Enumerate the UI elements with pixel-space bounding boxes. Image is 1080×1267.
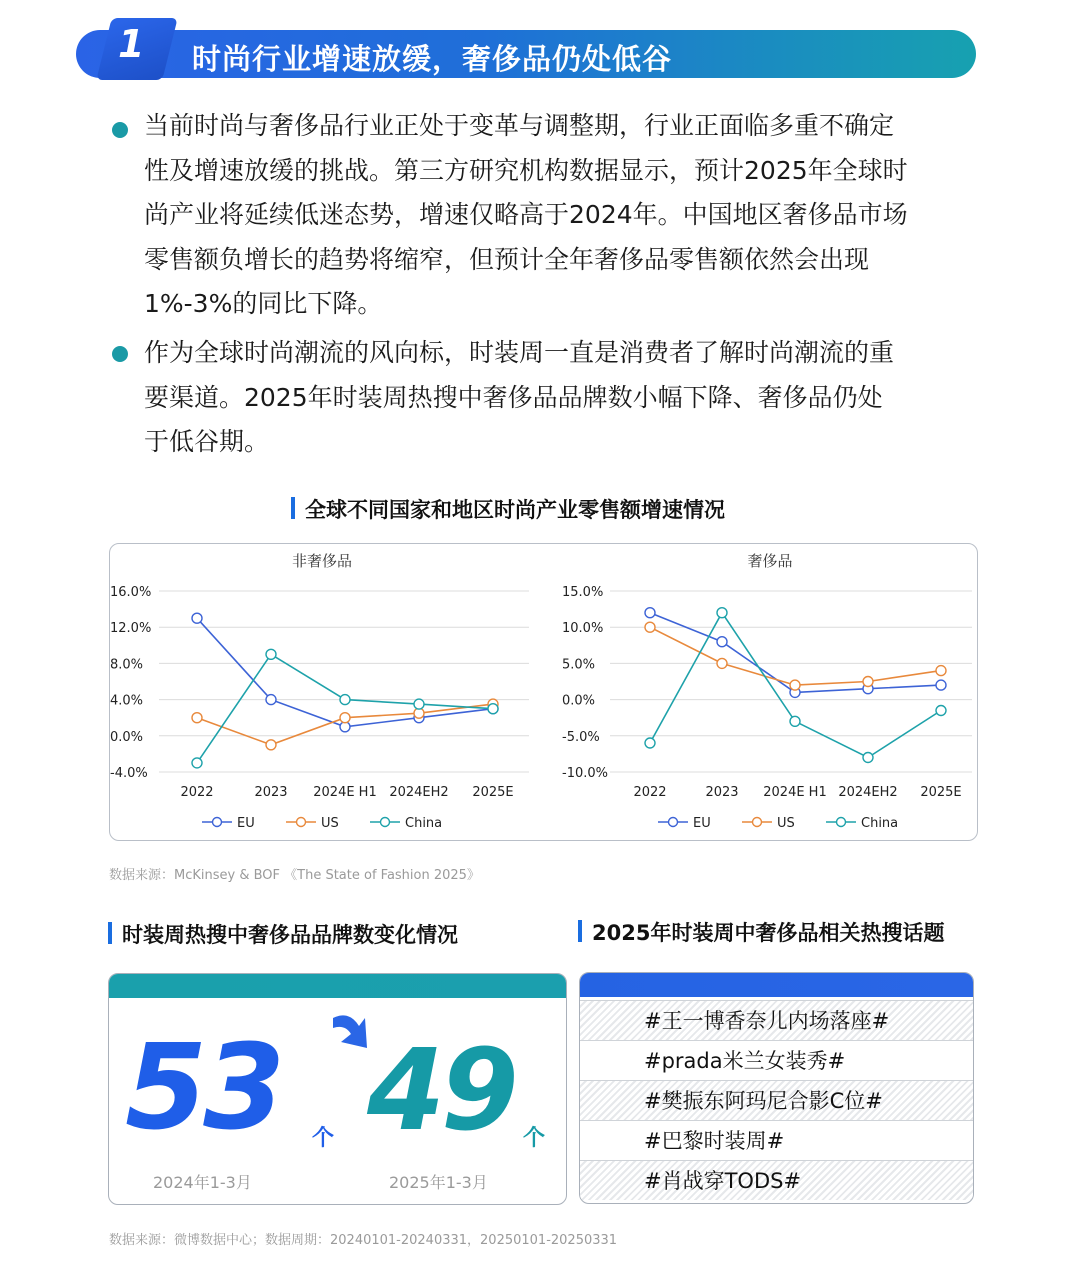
- data-point-us: [340, 713, 350, 723]
- y-tick-label: 0.0%: [110, 729, 144, 745]
- legend-marker-eu: [669, 818, 678, 827]
- bullet-1-line: 性及增速放缓的挑战。第三方研究机构数据显示，预计2025年全球时: [144, 155, 908, 185]
- x-tick-label: 2023: [705, 785, 739, 800]
- legend-label: China: [405, 816, 443, 831]
- data-point-china: [863, 753, 873, 763]
- bullet-2-line: 要渠道。2025年时装周热搜中奢侈品品牌数小幅下降、奢侈品仍处: [144, 382, 883, 412]
- legend-marker-us: [753, 818, 762, 827]
- data-point-eu: [192, 613, 202, 623]
- data-point-eu: [936, 680, 946, 690]
- legend-marker-eu: [213, 818, 222, 827]
- brand-count-card: [108, 973, 567, 1205]
- legend-marker-china: [381, 818, 390, 827]
- y-tick-label: 15.0%: [562, 585, 604, 600]
- y-tick-label: 16.0%: [110, 585, 152, 600]
- series-line-china: [197, 654, 493, 763]
- x-tick-label: 2022: [633, 785, 667, 800]
- legend-marker-china: [837, 818, 846, 827]
- topic-item: #prada米兰女装秀#: [580, 1040, 973, 1080]
- bullet-2-line: 作为全球时尚潮流的风向标，时装周一直是消费者了解时尚潮流的重: [144, 338, 895, 367]
- x-tick-label: 2025E: [920, 785, 962, 800]
- x-tick-label: 2022: [180, 785, 214, 800]
- y-tick-label: 0.0%: [562, 693, 596, 709]
- topic-item: #樊振东阿玛尼合影C位#: [580, 1080, 973, 1120]
- data-point-us: [645, 622, 655, 632]
- series-line-eu: [197, 618, 493, 727]
- topic-item: #巴黎时装周#: [580, 1120, 973, 1160]
- data-point-us: [717, 658, 727, 668]
- brand-count-2024: 53: [125, 1018, 282, 1156]
- data-point-china: [645, 738, 655, 748]
- data-point-china: [340, 695, 350, 705]
- bullet-1-line: 当前时尚与奢侈品行业正处于变革与调整期，行业正面临多重不确定: [144, 111, 895, 140]
- period-2024: 2024年1-3月: [153, 1173, 252, 1192]
- data-point-china: [790, 716, 800, 726]
- data-point-eu: [266, 695, 276, 705]
- chart-title: 奢侈品: [747, 552, 793, 570]
- y-tick-label: -4.0%: [110, 766, 148, 781]
- y-tick-label: 5.0%: [562, 657, 596, 673]
- x-tick-label: 2025E: [472, 785, 514, 800]
- series-line-us: [650, 627, 941, 685]
- bullet-2-line: 于低谷期。: [144, 427, 270, 456]
- topic-item: #王一博香奈儿内场落座#: [580, 1000, 973, 1040]
- topic-item: #肖战穿TODS#: [580, 1160, 973, 1200]
- x-tick-label: 2024EH2: [389, 785, 449, 800]
- data-point-china: [414, 699, 424, 709]
- chart-title: 非奢侈品: [291, 552, 353, 570]
- brand-section-title: 时装周热搜中奢侈品品牌数变化情况: [108, 919, 458, 949]
- data-point-china: [266, 649, 276, 659]
- section-number: 1: [118, 22, 145, 66]
- legend-label: EU: [693, 816, 711, 831]
- section-title: 时尚行业增速放缓，奢侈品仍处低谷: [192, 42, 673, 76]
- y-tick-label: -10.0%: [562, 766, 608, 781]
- data-point-us: [192, 713, 202, 723]
- hot-topics-card: [579, 972, 974, 1204]
- data-point-china: [488, 704, 498, 714]
- legend-label: US: [777, 816, 795, 831]
- bullet-dot-2: [112, 346, 128, 362]
- y-tick-label: -5.0%: [562, 729, 600, 745]
- legend-label: EU: [237, 816, 255, 831]
- y-tick-label: 4.0%: [110, 693, 144, 709]
- bottom-source: 数据来源：微博数据中心；数据周期：20240101-20240331，20250101-20250331: [109, 1233, 618, 1248]
- legend-label: China: [861, 816, 899, 831]
- legend-label: US: [321, 816, 339, 831]
- data-point-china: [192, 758, 202, 768]
- topics-section-title: 2025年时装周中奢侈品相关热搜话题: [578, 917, 944, 947]
- data-point-us: [790, 680, 800, 690]
- bullet-paragraph-2: [144, 331, 984, 465]
- brand-card-topbar: [109, 974, 566, 998]
- y-tick-label: 8.0%: [110, 657, 144, 673]
- brand-count-2025-unit: 个: [523, 1126, 546, 1151]
- bullet-1-line: 1%-3%的同比下降。: [144, 289, 383, 318]
- data-point-china: [717, 608, 727, 618]
- x-tick-label: 2024E H1: [313, 785, 377, 800]
- bullet-1-line: 尚产业将延续低迷态势，增速仅略高于2024年。中国地区奢侈品市场: [144, 200, 908, 229]
- growth-chart-panel: [109, 543, 978, 841]
- x-tick-label: 2024E H1: [763, 785, 827, 800]
- data-point-china: [936, 706, 946, 716]
- bullet-1-line: 零售额负增长的趋势将缩窄，但预计全年奢侈品零售额依然会出现: [144, 244, 870, 274]
- brand-count-2025: 49: [367, 1026, 515, 1156]
- data-point-eu: [717, 637, 727, 647]
- period-2025: 2025年1-3月: [389, 1173, 488, 1192]
- data-point-eu: [645, 608, 655, 618]
- x-tick-label: 2023: [254, 785, 288, 800]
- brand-count-2024-unit: 个: [312, 1126, 335, 1151]
- y-tick-label: 10.0%: [562, 621, 604, 637]
- legend-marker-us: [297, 818, 306, 827]
- data-point-us: [266, 740, 276, 750]
- data-point-us: [936, 666, 946, 676]
- x-tick-label: 2024EH2: [838, 785, 898, 800]
- chart-section-title: 全球不同国家和地区时尚产业零售额增速情况: [291, 494, 725, 524]
- bullet-paragraph-1: [144, 104, 984, 327]
- chart-source: 数据来源：McKinsey & BOF 《The State of Fashion 2025》: [109, 868, 480, 883]
- y-tick-label: 12.0%: [110, 621, 152, 637]
- topics-card-topbar: [580, 973, 973, 997]
- bullet-dot-1: [112, 122, 128, 138]
- growth-charts-svg: [110, 544, 979, 842]
- data-point-us: [863, 677, 873, 687]
